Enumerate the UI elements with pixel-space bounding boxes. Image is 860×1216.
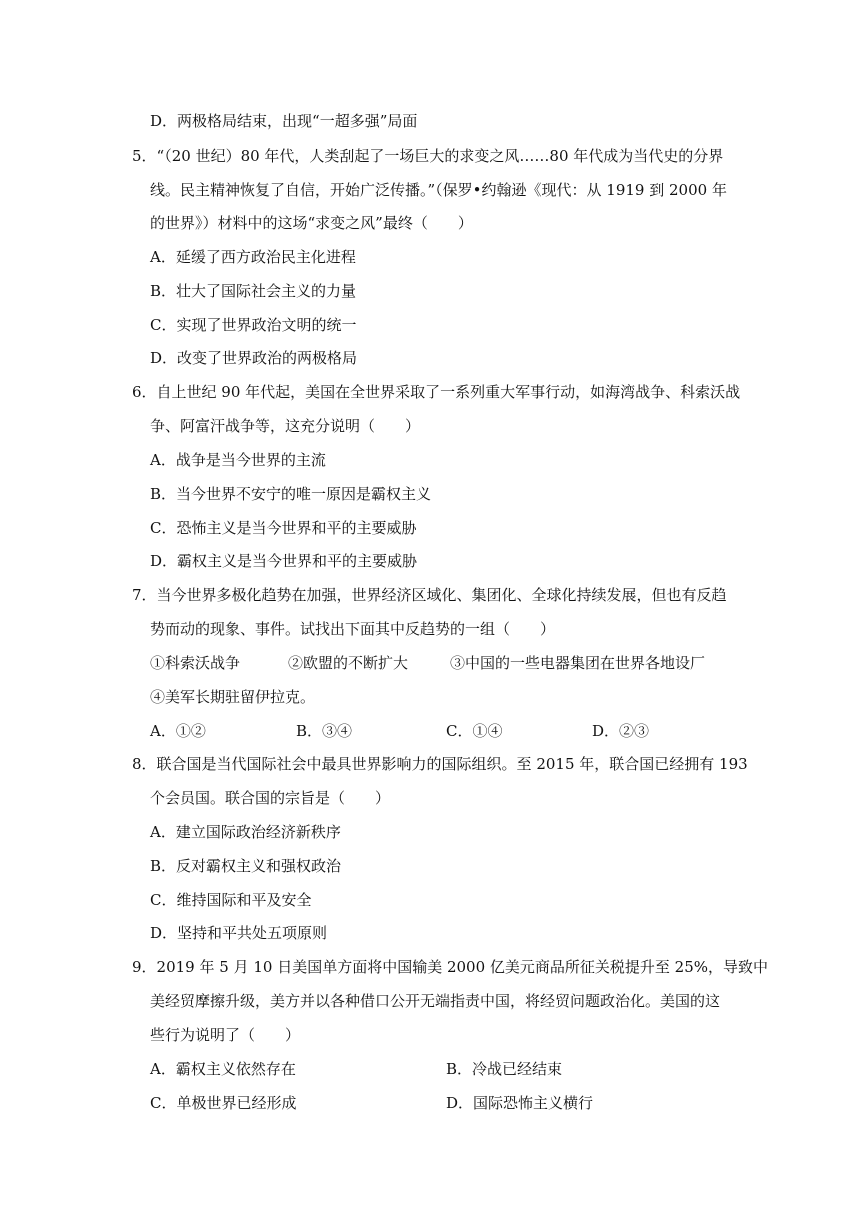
- q7-item-2: ②欧盟的不断扩大: [288, 654, 409, 672]
- q9-option-b: B．冷战已经结束: [446, 1060, 563, 1078]
- q5-option-a: A．延缓了西方政治民主化进程: [150, 248, 356, 266]
- q6-option-b: B．当今世界不安宁的唯一原因是霸权主义: [150, 485, 432, 503]
- q9-option-d: D．国际恐怖主义横行: [446, 1094, 594, 1112]
- q7-stem-line-1: 7．当今世界多极化趋势在加强，世界经济区域化、集团化、全球化持续发展，但也有反趋: [132, 586, 727, 604]
- q9-stem-line-1: 9．2019 年 5 月 10 日美国单方面将中国输美 2000 亿美元商品所征关税提升至 25%，导致中: [132, 958, 769, 976]
- q5-stem-line-3: 的世界》）材料中的这场“求变之风”最终（ ）: [150, 214, 473, 232]
- q6-stem-line-2: 争、阿富汗战争等，这充分说明（ ）: [150, 417, 421, 435]
- q8-stem-line-2: 个会员国。联合国的宗旨是（ ）: [150, 789, 391, 807]
- q8-stem-line-1: 8．联合国是当代国际社会中最具世界影响力的国际组织。至 2015 年，联合国已经拥有 193: [132, 755, 748, 773]
- q7-item-3: ③中国的一些电器集团在世界各地设厂: [450, 654, 706, 672]
- q5-option-b: B．壮大了国际社会主义的力量: [150, 282, 357, 300]
- q5-option-d: D．改变了世界政治的两极格局: [150, 349, 358, 367]
- q5-stem-line-2: 线。民主精神恢复了自信，开始广泛传播。”（保罗•约翰逊《现代：从 1919 到 2000 年: [150, 181, 727, 199]
- q6-option-d: D．霸权主义是当今世界和平的主要威胁: [150, 552, 418, 570]
- q8-option-a: A．建立国际政治经济新秩序: [150, 823, 341, 841]
- q5-stem-line-1: 5．“（20 世纪）80 年代，人类刮起了一场巨大的求变之风……80 年代成为当代史的分界: [132, 147, 724, 165]
- q7-option-d: D．②③: [592, 722, 650, 740]
- q6-option-a: A．战争是当今世界的主流: [150, 451, 326, 469]
- q9-stem-line-3: 些行为说明了（ ）: [150, 1026, 301, 1044]
- q8-option-d: D．坚持和平共处五项原则: [150, 924, 328, 942]
- q7-stem-line-2: 势而动的现象、事件。试找出下面其中反趋势的一组（ ）: [150, 620, 556, 638]
- q8-option-c: C．维持国际和平及安全: [150, 891, 312, 909]
- q5-option-c: C．实现了世界政治文明的统一: [150, 316, 357, 334]
- q7-item-1: ①科索沃战争: [150, 654, 241, 672]
- q7-item-4: ④美军长期驻留伊拉克。: [150, 688, 316, 706]
- q9-stem-line-2: 美经贸摩擦升级，美方并以各种借口公开无端指责中国，将经贸问题政治化。美国的这: [150, 992, 721, 1010]
- q9-option-a: A．霸权主义依然存在: [150, 1060, 296, 1078]
- q4-option-d: D．两极格局结束，出现“一超多强”局面: [150, 112, 418, 130]
- q9-option-c: C．单极世界已经形成: [150, 1094, 297, 1112]
- q7-option-b: B．③④: [296, 722, 353, 740]
- q8-option-b: B．反对霸权主义和强权政治: [150, 857, 342, 875]
- q7-option-c: C．①④: [446, 722, 503, 740]
- q6-option-c: C．恐怖主义是当今世界和平的主要威胁: [150, 519, 417, 537]
- q6-stem-line-1: 6．自上世纪 90 年代起，美国在全世界采取了一系列重大军事行动，如海湾战争、科索沃战: [132, 383, 741, 401]
- q7-option-a: A．①②: [150, 722, 206, 740]
